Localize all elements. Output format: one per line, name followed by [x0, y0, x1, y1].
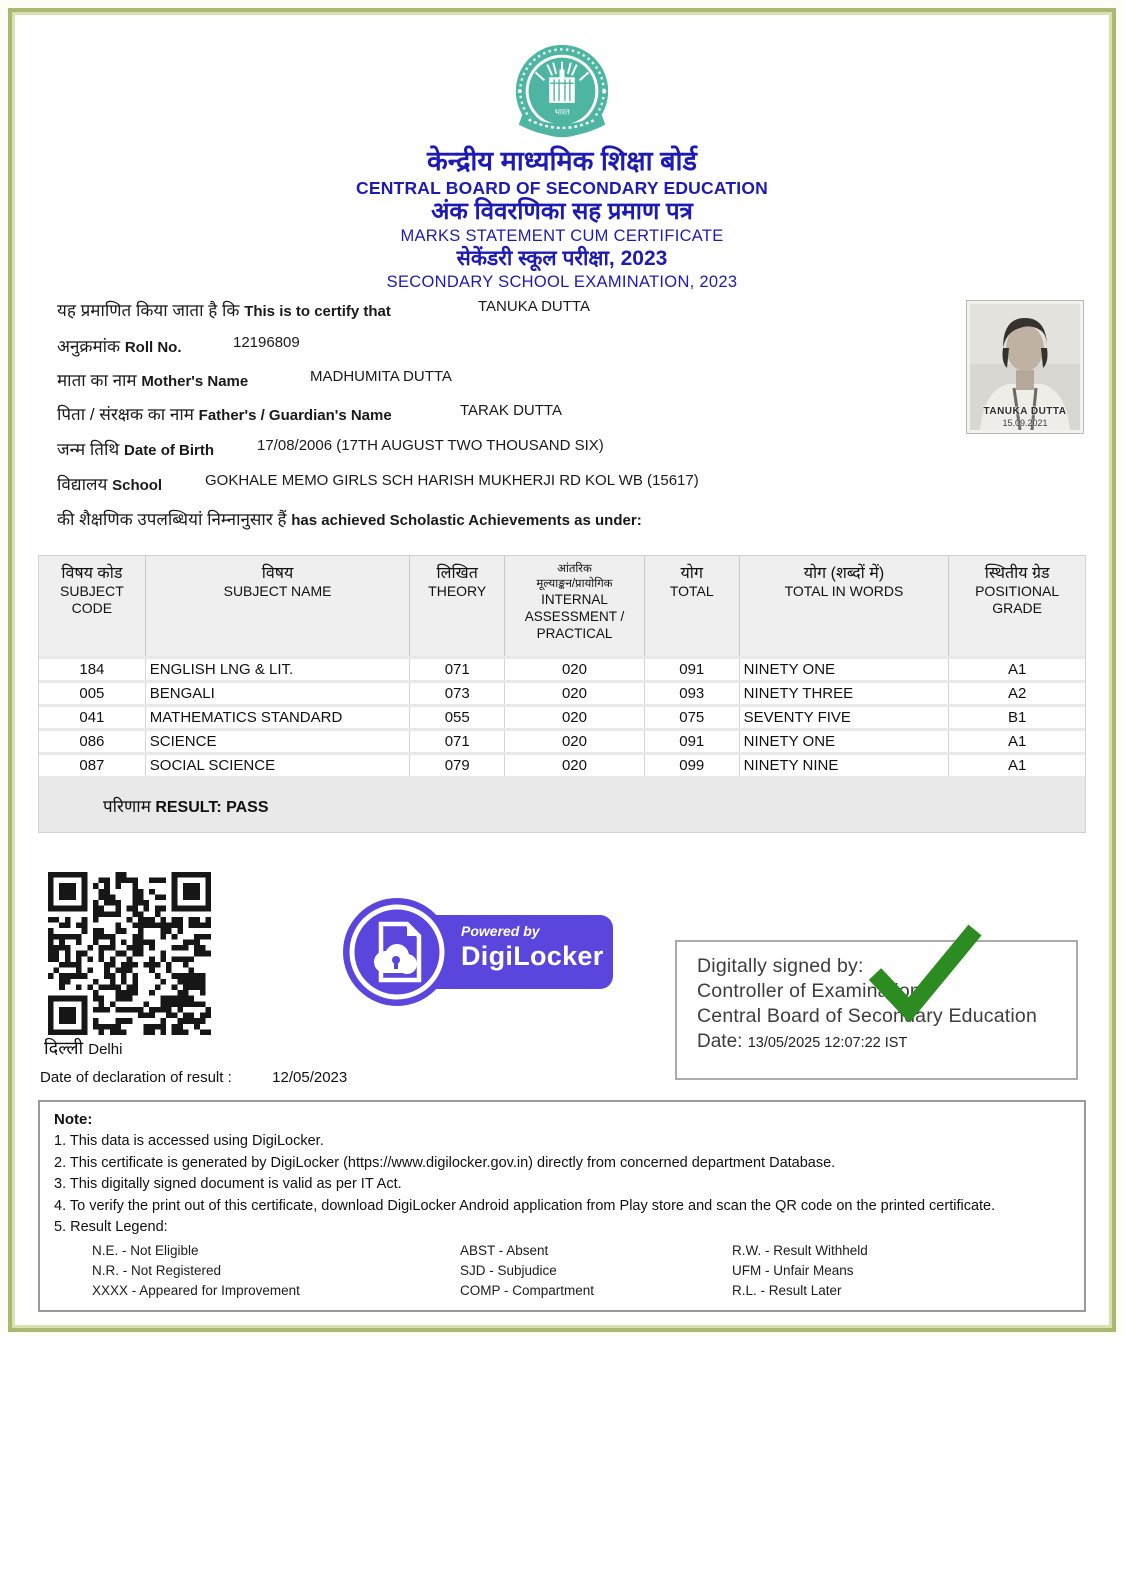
place-english: Delhi: [88, 1041, 123, 1058]
signature-date-label: Date:: [697, 1031, 743, 1052]
photo-date-caption: 15.09.2021: [1002, 418, 1048, 428]
note-item: 2. This certificate is generated by DigiLocker (https://www.digilocker.gov.in) directly from concerned department Database.: [54, 1154, 836, 1171]
subject-code-cell: 041: [39, 707, 146, 728]
legend-item: N.E. - Not Eligible: [92, 1242, 199, 1258]
detail-row-father: [0, 402, 1100, 428]
subject-name-cell: SOCIAL SCIENCE: [146, 755, 411, 776]
subject-code-cell: 184: [39, 659, 146, 680]
table-row: [39, 707, 1085, 728]
notes-box: [38, 1100, 1086, 1312]
father-label-hindi: पिता / संरक्षक का नाम: [57, 405, 194, 424]
internal-marks-cell: 020: [505, 707, 645, 728]
total-words-cell: NINETY ONE: [740, 731, 950, 752]
total-marks-cell: 093: [645, 683, 740, 704]
header-positional-grade: स्थितीय ग्रेड: [984, 565, 1050, 582]
grade-cell: B1: [949, 707, 1085, 728]
place-line: [44, 1036, 122, 1060]
page-margin: [0, 1336, 1124, 1590]
theory-marks-cell: 079: [410, 755, 505, 776]
father-label-english: Father's / Guardian's Name: [198, 407, 392, 424]
total-marks-cell: 091: [645, 659, 740, 680]
table-row: [39, 755, 1085, 776]
internal-marks-cell: 020: [505, 683, 645, 704]
internal-marks-cell: 020: [505, 731, 645, 752]
total-marks-cell: 099: [645, 755, 740, 776]
signed-by-label: Digitally signed by:: [697, 955, 864, 977]
table-row: [39, 731, 1085, 752]
certificate-title-hindi: अंक विवरणिका सह प्रमाण पत्र: [431, 198, 693, 225]
subject-name-cell: ENGLISH LNG & LIT.: [146, 659, 411, 680]
certify-label-hindi: यह प्रमाणित किया जाता है कि: [57, 301, 240, 320]
mother-name-value: MADHUMITA DUTTA: [310, 368, 452, 385]
digilocker-powered-by: Powered by: [461, 923, 540, 939]
signature-valid-check-icon: [865, 922, 985, 1022]
detail-row-dob: [0, 437, 1100, 463]
place-hindi: दिल्ली: [44, 1038, 84, 1058]
total-marks-cell: 091: [645, 731, 740, 752]
result-legend: [92, 1243, 1070, 1303]
header-total: योग: [680, 565, 703, 582]
total-words-cell: SEVENTY FIVE: [740, 707, 950, 728]
declaration-date-label: Date of declaration of result :: [40, 1069, 232, 1086]
header-total-in-words: योग (शब्दों में): [803, 565, 885, 582]
exam-title-hindi: सेकेंडरी स्कूल परीक्षा, 2023: [456, 247, 668, 270]
total-words-cell: NINETY THREE: [740, 683, 950, 704]
note-item: 5. Result Legend:: [54, 1219, 168, 1235]
cbse-logo-icon: [503, 40, 621, 152]
result-label-hindi: परिणाम: [103, 797, 151, 816]
board-title-hindi: केन्द्रीय माध्यमिक शिक्षा बोर्ड: [427, 146, 697, 176]
legend-item: SJD - Subjudice: [460, 1262, 557, 1278]
signature-date-value: 13/05/2025 12:07:22 IST: [747, 1035, 908, 1051]
header-subject-name: विषय: [261, 565, 294, 582]
theory-marks-cell: 055: [410, 707, 505, 728]
declaration-date-value: 12/05/2023: [272, 1069, 348, 1086]
exam-title-english: SECONDARY SCHOOL EXAMINATION, 2023: [386, 273, 738, 291]
detail-row-mother: [0, 368, 1100, 394]
theory-marks-cell: 073: [410, 683, 505, 704]
total-words-cell: NINETY ONE: [740, 659, 950, 680]
notes-list: [54, 1131, 1070, 1239]
theory-marks-cell: 071: [410, 731, 505, 752]
table-row: [39, 683, 1085, 704]
board-title-english: CENTRAL BOARD OF SECONDARY EDUCATION: [356, 178, 768, 198]
mother-label-english: Mother's Name: [141, 373, 249, 390]
school-value: GOKHALE MEMO GIRLS SCH HARISH MUKHERJI RD KOL WB (15617): [205, 472, 699, 489]
legend-item: N.R. - Not Registered: [92, 1262, 222, 1278]
signer-organization: Central Board of Secondary Education: [697, 1005, 1037, 1027]
school-label-english: School: [112, 477, 163, 494]
certificate-title-english: MARKS STATEMENT CUM CERTIFICATE: [400, 227, 724, 245]
digilocker-brand: DigiLocker: [461, 941, 604, 971]
student-photo: [966, 300, 1084, 434]
legend-item: UFM - Unfair Means: [732, 1262, 854, 1278]
father-name-value: TARAK DUTTA: [460, 402, 562, 419]
internal-marks-cell: 020: [505, 755, 645, 776]
marks-table-body: [39, 659, 1085, 776]
certify-label-english: This is to certify that: [244, 303, 391, 320]
note-item: 4. To verify the print out of this certificate, download DigiLocker Android application from Play store and scan the QR code on the printed certificate.: [54, 1197, 996, 1214]
note-item: 1. This data is accessed using DigiLocker.: [54, 1133, 324, 1149]
header-theory: लिखित: [436, 565, 478, 582]
qr-code: [48, 872, 211, 1035]
dob-label-hindi: जन्म तिथि: [57, 440, 120, 459]
detail-row-achievements: [0, 507, 1100, 533]
achievements-label-hindi: की शैक्षणिक उपलब्धियां निम्नानुसार हैं: [57, 510, 287, 529]
legend-item: R.L. - Result Later: [732, 1282, 842, 1298]
subject-code-cell: 086: [39, 731, 146, 752]
declaration-date-line: [40, 1069, 347, 1086]
note-item: 3. This digitally signed document is valid as per IT Act.: [54, 1176, 402, 1192]
dob-label-english: Date of Birth: [124, 442, 215, 459]
digilocker-logo-icon: [343, 898, 451, 1006]
subject-name-cell: SCIENCE: [146, 731, 411, 752]
grade-cell: A1: [949, 731, 1085, 752]
header-internal-assessment: आंतरिक: [557, 563, 592, 575]
legend-item: XXXX - Appeared for Improvement: [92, 1282, 300, 1298]
marks-table: [38, 555, 1086, 833]
legend-item: COMP - Compartment: [460, 1282, 595, 1298]
grade-cell: A1: [949, 755, 1085, 776]
mother-label-hindi: माता का नाम: [57, 371, 137, 390]
subject-name-cell: BENGALI: [146, 683, 411, 704]
photo-name-caption: TANUKA DUTTA: [983, 406, 1067, 417]
signer-title: Controller of Examinations: [697, 980, 931, 1002]
roll-label-hindi: अनुक्रमांक: [57, 337, 121, 356]
detail-row-school: [0, 472, 1100, 498]
header-titles: [0, 146, 1124, 294]
result-status: [103, 794, 269, 817]
student-name-value: TANUKA DUTTA: [478, 298, 590, 315]
grade-cell: A2: [949, 683, 1085, 704]
subject-name-cell: MATHEMATICS STANDARD: [146, 707, 411, 728]
subject-code-cell: 005: [39, 683, 146, 704]
achievements-label-english: has achieved Scholastic Achievements as under:: [291, 512, 642, 529]
roll-label-english: Roll No.: [124, 339, 182, 356]
subject-code-cell: 087: [39, 755, 146, 776]
marks-table-header: विषय कोड SUBJECT CODE विषय SUBJECT NAME लिखित THEORY आंतरिक मूल्याङ्कन/प्रायोगिक INTERNAL ASSESSMENT / PRACTICAL योग TOTAL योग (शब्दों में) TOTAL IN WORDS स्थितीय ग्रेड POSITIONAL GRADE: [39, 556, 1085, 656]
grade-cell: A1: [949, 659, 1085, 680]
dob-value: 17/08/2006 (17TH AUGUST TWO THOUSAND SIX): [257, 437, 604, 454]
internal-marks-cell: 020: [505, 659, 645, 680]
header-subject-code: विषय कोड: [61, 565, 123, 582]
total-marks-cell: 075: [645, 707, 740, 728]
detail-row-roll: [0, 334, 1100, 360]
digilocker-badge: [343, 898, 613, 1006]
legend-item: ABST - Absent: [460, 1242, 549, 1258]
result-value: RESULT: PASS: [155, 799, 269, 816]
notes-title: Note:: [54, 1111, 93, 1128]
school-label-hindi: विद्यालय: [57, 475, 108, 494]
roll-number-value: 12196809: [233, 334, 300, 351]
theory-marks-cell: 071: [410, 659, 505, 680]
legend-item: R.W. - Result Withheld: [732, 1242, 868, 1258]
logo-motto-text: भारत: [554, 107, 570, 117]
table-row: [39, 659, 1085, 680]
detail-row-certify: [0, 298, 1100, 324]
total-words-cell: NINETY NINE: [740, 755, 950, 776]
